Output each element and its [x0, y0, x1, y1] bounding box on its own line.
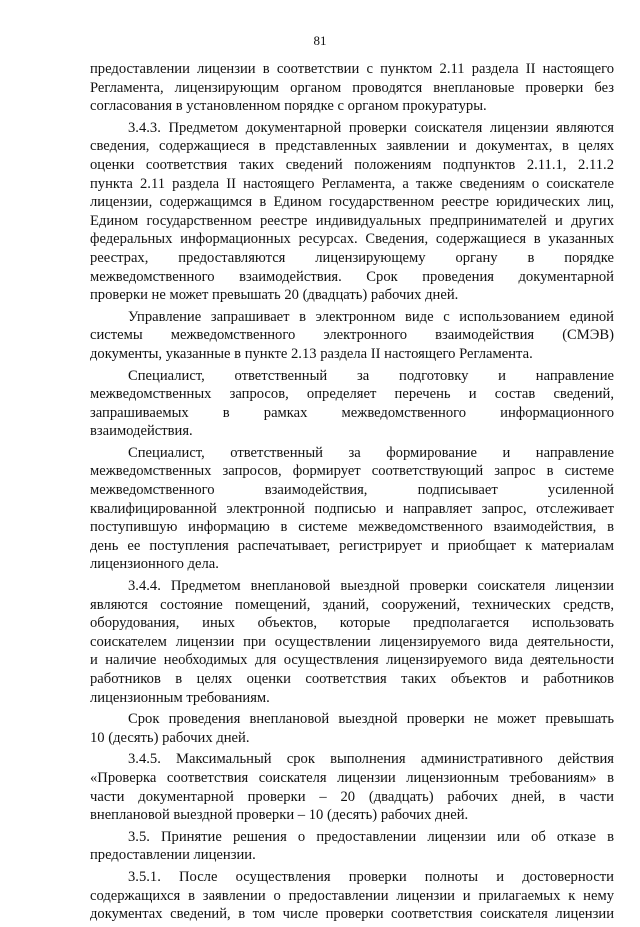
text-line: Специалист, ответственный за формирование и направление [128, 444, 614, 461]
text-line: день ее поступления распечатывает, регистрирует и приобщает к материалам [90, 537, 614, 554]
text-line: предоставлении лицензии в соответствии с пунктом 2.11 раздела II настоящего [90, 61, 614, 77]
paragraph-p8 [90, 750, 614, 824]
text-line: реестрах, предоставляются лицензирующему органу в порядке [90, 249, 614, 266]
text-line: поступившую информацию в системе межведомственного взаимодействия, в [90, 519, 614, 536]
text-line: Регламента, лицензирующим органом проводятся внеплановые проверки без [90, 79, 614, 96]
text-line: 3.5.1. После осуществления проверки полноты и достоверности [128, 868, 614, 885]
text-line: работников в целях оценки соответствия таких объектов и работников [90, 671, 614, 687]
text-line: предоставлении лицензии. [90, 847, 256, 864]
text-line: части документарной проверки – 20 (двадцать) рабочих дней, в части [90, 788, 614, 805]
text-line: межведомственного взаимодействия, подписывает усиленной [90, 482, 614, 499]
text-line: являются состояние помещений, зданий, сооружений, технических средств, [90, 596, 614, 613]
text-line: межведомственного взаимодействия. Срок проведения документарной [90, 268, 614, 285]
paragraph-p7 [90, 710, 614, 747]
text-line: 3.4.4. Предметом внеплановой выездной проверки соискателя лицензии [128, 578, 614, 595]
text-line: проверки не может превышать 20 (двадцать) рабочих дней. [90, 287, 459, 304]
text-line: документы, указанные в пункте 2.13 раздела II настоящего Регламента. [90, 345, 533, 362]
text-line: оборудования, иных объектов, которые предполагается использовать [90, 615, 614, 632]
text-line: оценки соответствия таких сведений положениям подпунктов 2.11.1, 2.11.2 [90, 156, 614, 173]
text-line: внеплановой выездной проверки – 10 (десять) рабочих дней. [90, 807, 469, 824]
paragraph-p10 [90, 868, 614, 924]
text-line: межведомственных запросов, формирует соответствующий запрос в системе [90, 463, 614, 480]
paragraph-p9 [90, 828, 614, 865]
paragraph-p5 [90, 444, 614, 574]
text-line: федеральных информационных ресурсах. Сведения, содержащиеся в указанных [90, 231, 614, 248]
text-line: сведения, содержащиеся в представленных заявлении и документах, в целях [90, 138, 614, 155]
text-line: 3.5. Принятие решения о предоставлении лицензии или об отказе в [128, 828, 614, 845]
text-line: лицензионным требованиям. [90, 689, 270, 706]
paragraph-p2 [90, 119, 614, 305]
text-line: системы межведомственного электронного взаимодействия (СМЭВ) [90, 327, 614, 344]
text-line: документах сведений, в том числе проверки соответствия соискателя лицензии [90, 906, 614, 923]
text-line: «Проверка соответствия соискателя лицензии лицензионным требованиям» в [90, 769, 614, 786]
text-line: 3.4.3. Предметом документарной проверки соискателя лицензии являются [128, 119, 614, 136]
text-line: Едином государственном реестре индивидуальных предпринимателей и других [90, 212, 614, 229]
text-line: согласования в установленном порядке с органом прокуратуры. [90, 98, 487, 115]
page-number: 81 [313, 33, 327, 48]
text-line: соискателем лицензии при осуществлении лицензируемого вида деятельности, [90, 633, 614, 650]
text-line: межведомственных запросов, определяет перечень и состав сведений, [90, 386, 614, 403]
text-line: лицензии, содержащимся в Едином государственном реестре юридических лиц, [90, 194, 614, 211]
text-line: и наличие необходимых для осуществления лицензируемого вида деятельности [90, 652, 614, 669]
paragraph-p1 [90, 60, 614, 116]
text-line: 10 (десять) рабочих дней. [90, 729, 250, 746]
text-line: 3.4.5. Максимальный срок выполнения административного действия [128, 751, 614, 768]
document-body [90, 60, 614, 927]
paragraph-p4 [90, 367, 614, 441]
text-line: лицензионного дела. [90, 556, 219, 573]
text-line: Срок проведения внеплановой выездной проверки не может превышать [128, 711, 614, 728]
text-line: Специалист, ответственный за подготовку и направление [128, 367, 614, 384]
text-line: Управление запрашивает в электронном виде с использованием единой [128, 308, 614, 325]
paragraph-p6 [90, 577, 614, 707]
text-line: квалифицированной электронной подписью и направляет запрос, отслеживает [90, 500, 614, 517]
paragraph-p3 [90, 308, 614, 364]
text-line: содержащихся в заявлении о предоставлении лицензии и прилагаемых к нему [90, 887, 614, 904]
text-line: запрашиваемых в рамках межведомственного информационного [90, 404, 614, 421]
text-line: пункта 2.11 раздела II настоящего Регламента, а также сведениям о соискателе [90, 175, 614, 192]
text-line: взаимодействия. [90, 423, 193, 440]
